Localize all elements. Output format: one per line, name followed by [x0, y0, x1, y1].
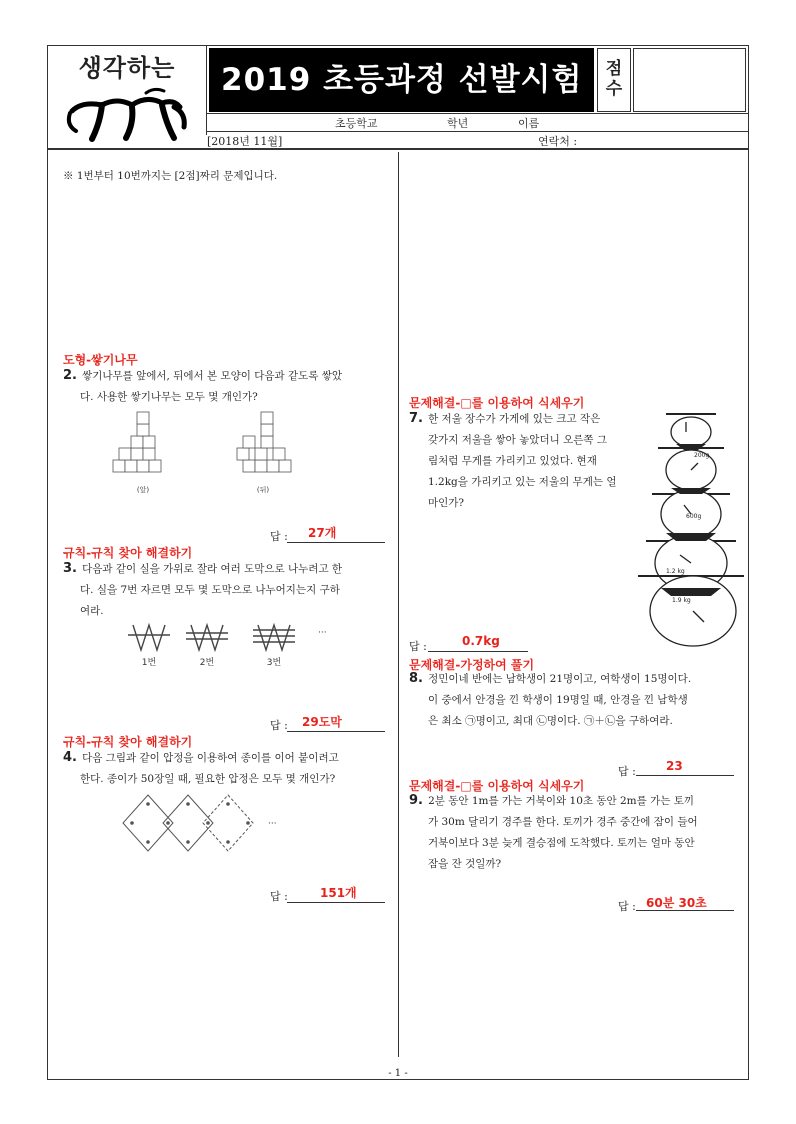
q9-line3: 거북이보다 3분 늦게 결승점에 도착했다. 토끼는 얼마 동안	[428, 837, 695, 849]
q4-line2: 한다. 종이가 50장일 때, 필요한 압정은 모두 몇 개인가?	[80, 773, 336, 785]
q7-line3: 림처럼 무게를 가리키고 있었다. 현재	[428, 455, 597, 467]
q8-answer-line	[636, 775, 734, 776]
q3-fig-label-3: 3번	[266, 658, 282, 668]
q3-line3: 여라.	[80, 605, 104, 617]
q3-figure	[128, 620, 338, 670]
q8-answer-label: 답 :	[618, 765, 636, 778]
q7-line5: 마인가?	[428, 497, 465, 509]
logo-divider	[206, 45, 207, 135]
q2-answer-label: 답 :	[270, 530, 288, 543]
score-label-2: 수	[605, 79, 623, 99]
q3-line1: 다음과 같이 실을 가위로 잘라 여러 도막으로 나누려고 한	[82, 563, 343, 575]
q7-line1: 한 저울 장수가 가게에 있는 크고 작은	[428, 413, 601, 425]
page-number: - 1 -	[388, 1068, 408, 1079]
q4-line1: 다음 그림과 같이 압정을 이용하여 종이를 이어 붙이려고	[82, 752, 339, 764]
column-divider	[398, 152, 399, 1057]
school-label: 초등학교	[335, 117, 378, 130]
q3-fig-label-2: 2번	[199, 658, 215, 668]
q7-answer-line	[428, 651, 528, 652]
q9-line2: 가 30m 달리기 경주를 한다. 토끼가 경주 중간에 잠이 들어	[428, 816, 698, 828]
q8-line1: 정민이네 반에는 남학생이 21명이고, 여학생이 15명이다.	[428, 673, 692, 685]
name-label: 이름	[518, 117, 540, 130]
contact-label: 연락처 :	[538, 135, 578, 148]
q2-figure	[105, 410, 325, 500]
q8-line3: 은 최소 ㉠명이고, 최대 ㉡명이다. ㉠＋㉡을 구하여라.	[428, 715, 673, 727]
q9-category: 문제해결-□를 이용하여 식세우기	[409, 779, 585, 793]
logo-ox-icon	[62, 83, 192, 143]
q7-scales-figure	[636, 408, 746, 653]
q3-answer-label: 답 :	[270, 719, 288, 732]
q3-line2: 다. 실을 7번 자르면 모두 몇 도막으로 나누어지는지 구하	[80, 584, 340, 596]
q7-scale-label-4: 1.9 kg	[672, 597, 691, 604]
q7-text	[409, 407, 644, 514]
q4-answer-line	[287, 902, 385, 903]
q2-category: 도형-쌓기나무	[63, 353, 138, 367]
score-label-1: 점	[605, 59, 623, 79]
q3-text	[63, 557, 393, 622]
q9-number: 9.	[409, 793, 423, 808]
header-line-1	[206, 113, 749, 114]
q3-fig-label-1: 1번	[141, 658, 157, 668]
q2-answer-line	[287, 542, 385, 543]
q7-line4: 1.2kg을 가리키고 있는 저울의 무게는 얼	[428, 476, 617, 488]
intro-note: ※ 1번부터 10번까지는 [2점]짜리 문제입니다.	[63, 170, 278, 182]
q9-line4: 잠을 잔 것일까?	[428, 858, 502, 870]
q7-scale-label-1: 200g	[694, 452, 710, 459]
header-line-2	[206, 131, 749, 132]
q2-number: 2.	[63, 368, 77, 383]
score-label	[597, 48, 631, 112]
q7-answer: 0.7kg	[462, 634, 500, 648]
q2-fig-label-front: (앞)	[136, 486, 150, 494]
q7-scale-label-2: 600g	[686, 513, 702, 520]
logo	[62, 48, 192, 140]
q7-number: 7.	[409, 411, 423, 426]
q3-category: 규칙-규칙 찾아 해결하기	[63, 546, 193, 560]
q3-ellipsis: ···	[318, 628, 327, 638]
q7-line2: 갖가지 저울을 쌓아 놓았더니 오른쪽 그	[428, 434, 607, 446]
q4-number: 4.	[63, 750, 77, 765]
score-field[interactable]	[633, 48, 746, 112]
q7-answer-label: 답 :	[409, 640, 427, 653]
q9-line1: 2분 동안 1m를 가는 거북이와 10초 동안 2m를 가는 토끼	[428, 795, 695, 807]
q3-answer: 29도막	[302, 715, 342, 729]
q3-answer-line	[287, 731, 385, 732]
q4-ellipsis: ···	[268, 819, 277, 829]
q4-answer: 151개	[320, 886, 357, 900]
q8-category: 문제해결-가정하여 풀기	[409, 658, 535, 672]
exam-date: [2018년 11월]	[207, 135, 283, 148]
q2-line2: 다. 사용한 쌓기나무는 모두 몇 개인가?	[80, 391, 258, 403]
q3-number: 3.	[63, 561, 77, 576]
q9-text	[409, 789, 744, 875]
q7-scale-label-3: 1.2 kg	[666, 568, 685, 575]
q2-text	[63, 364, 393, 408]
q2-line1: 쌓기나무를 앞에서, 뒤에서 본 모양이 다음과 같도록 쌓았	[82, 370, 343, 382]
q9-answer: 60분 30초	[646, 896, 707, 910]
q4-figure	[118, 790, 298, 860]
grade-label: 학년	[447, 117, 469, 130]
q4-text	[63, 746, 393, 790]
q4-answer-label: 답 :	[270, 890, 288, 903]
q2-answer: 27개	[308, 526, 337, 540]
q8-number: 8.	[409, 671, 423, 686]
exam-title: 2019 초등과정 선발시험	[209, 48, 594, 112]
header-line-3	[47, 148, 749, 150]
q2-fig-label-back: (뒤)	[256, 486, 270, 494]
q8-line2: 이 중에서 안경을 낀 학생이 19명일 때, 안경을 낀 남학생	[428, 694, 688, 706]
q9-answer-label: 답 :	[618, 900, 636, 913]
q4-category: 규칙-규칙 찾아 해결하기	[63, 735, 193, 749]
logo-text: 생각하는	[78, 54, 176, 82]
q8-answer: 23	[666, 759, 683, 773]
q8-text	[409, 667, 744, 732]
q7-category: 문제해결-□를 이용하여 식세우기	[409, 396, 585, 410]
